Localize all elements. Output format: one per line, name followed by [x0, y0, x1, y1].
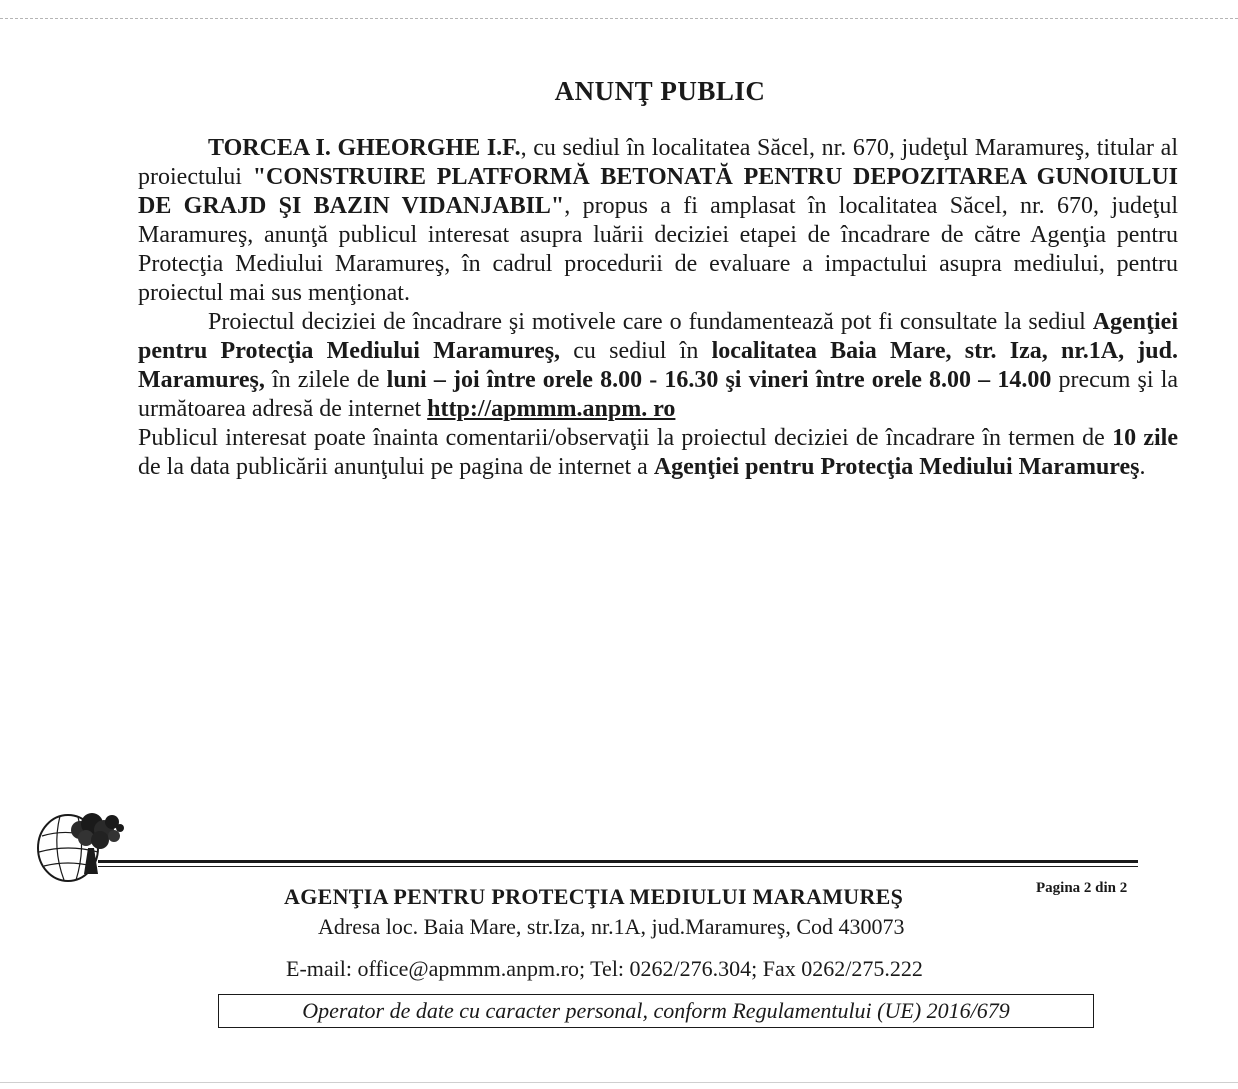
page-number: Pagina 2 din 2 — [1036, 880, 1128, 896]
project-name: "CONSTRUIRE PLATFORMĂ BETONATĂ PENTRU DEPOZITAREA GUNOIULUI DE GRAJD ŞI BAZIN VIDANJABIL" — [138, 164, 1179, 219]
p2-text-c: în zilele de — [264, 367, 387, 393]
top-scan-edge — [0, 18, 1238, 19]
footer-agency-name: AGENŢIA PENTRU PROTECŢIA MEDIULUI MARAMUREŞ — [284, 884, 904, 909]
p3-agency: Agenţiei pentru Protecţia Mediului Maramureş — [653, 454, 1140, 480]
paragraph-2 — [138, 308, 1178, 424]
footer-address: Adresa loc. Baia Mare, str.Iza, nr.1A, jud.Maramureş, Cod 430073 — [318, 914, 905, 939]
p2-text-a: Proiectul deciziei de încadrare şi motivele care o fundamentează pot fi consultate la sediul — [208, 309, 1093, 335]
p2-text-d: precum şi la următoarea adresă de internet — [138, 367, 1179, 422]
p3-text-a: Publicul interesat poate înainta comentarii/observaţii la proiectul deciziei de încadrare în termen de — [138, 425, 1113, 451]
footer-contact: E-mail: office@apmmm.anpm.ro; Tel: 0262/276.304; Fax 0262/275.222 — [286, 956, 923, 981]
announcement-body — [138, 134, 1178, 482]
p2-address: localitatea Baia Mare, str. Iza, nr.1A, jud. Maramureş, — [138, 338, 1178, 393]
p1-text-a: , cu sediul în localitatea Săcel, nr. 670, judeţul Maramureş, titular al proiectului — [138, 135, 1178, 190]
p2-text-b: cu sediul în — [560, 338, 712, 364]
operator-notice: Operator de date cu caracter personal, conform Regulamentului (UE) 2016/679 — [218, 994, 1094, 1028]
document-title: ANUNŢ PUBLIC — [554, 76, 766, 106]
p2-agency: Agenţiei pentru Protecţia Mediului Maramureş, — [138, 309, 1178, 364]
applicant-name: TORCEA I. GHEORGHE I.F. — [208, 135, 521, 161]
p3-text-b: de la data publicării anunţului pe pagina de internet a — [138, 454, 654, 480]
p2-schedule: luni – joi între orele 8.00 - 16.30 şi vineri între orele 8.00 – 14.00 — [386, 367, 1052, 393]
footer-rule — [98, 860, 1138, 863]
p1-text-b: , propus a fi amplasat în localitatea Săcel, nr. 670, judeţul Maramureş, anunţă publicul interesat asupra luării deciziei etapei de încadrare de către Agenţia pentru Protecţia Mediului Maramureş, în cadrul procedurii de evaluare a impactului asupra mediului, pentru proiectul mai sus menţionat. — [138, 193, 1178, 306]
paragraph-1 — [138, 134, 1178, 308]
footer-rule-thin — [98, 866, 1138, 867]
website-link[interactable]: http://apmmm.anpm. ro — [427, 396, 676, 422]
bottom-scan-edge — [0, 1082, 1238, 1083]
p3-text-c: . — [1139, 454, 1146, 480]
globe-tree-logo-icon — [30, 800, 134, 884]
paragraph-3 — [138, 424, 1178, 482]
p3-days: 10 zile — [1112, 425, 1179, 451]
